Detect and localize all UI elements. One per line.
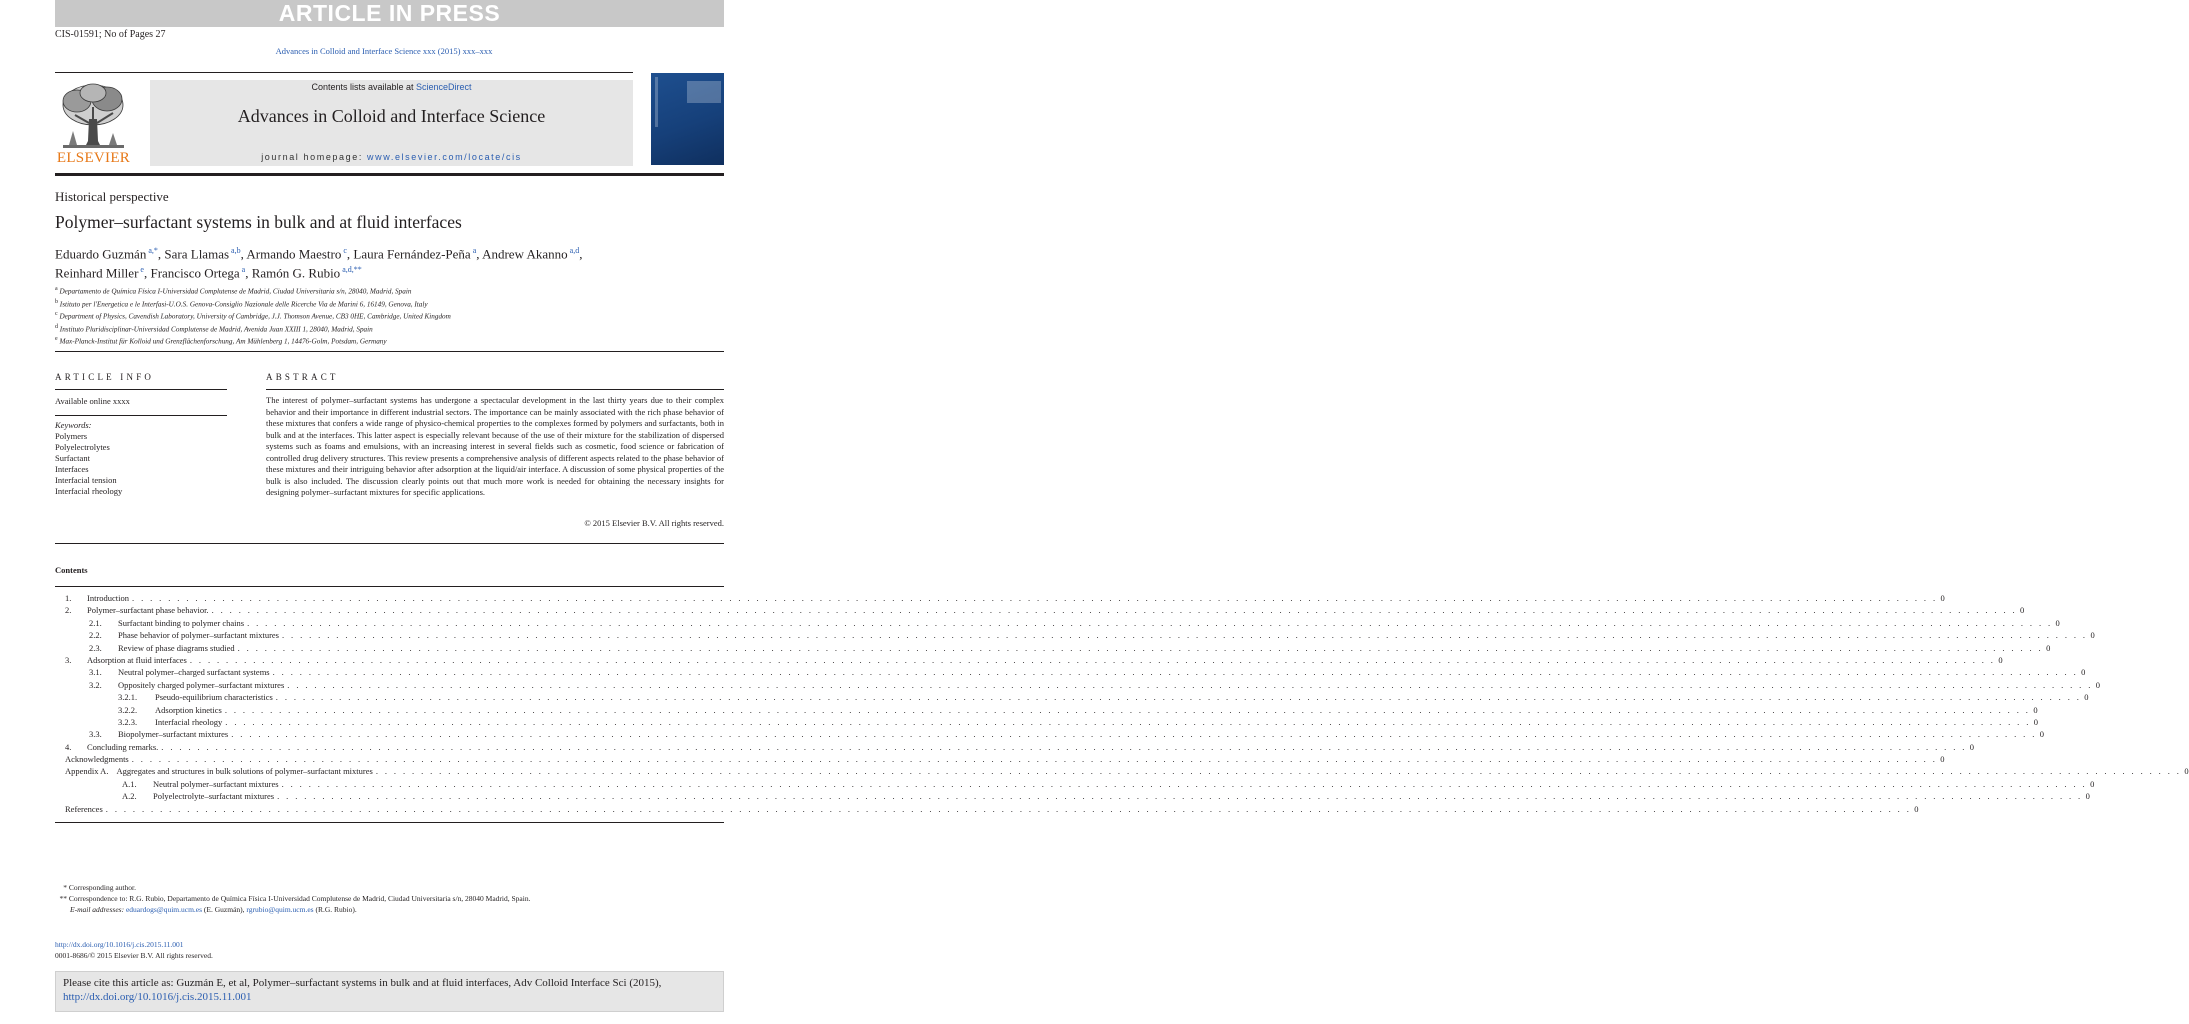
toc-entry-page: 0 (2184, 766, 2189, 777)
author-name: Ramón G. Rubio (251, 265, 341, 281)
toc-entry-label (55, 803, 106, 815)
toc-entry-label (55, 617, 247, 629)
article-title: Polymer–surfactant systems in bulk and at fluid interfaces (55, 212, 462, 232)
contents-prefix: Contents lists available at (311, 82, 417, 92)
author-name: Andrew Akanno (482, 246, 568, 262)
toc-entry-number: 2.2. (89, 630, 102, 641)
author-name: Armando Maestro (246, 246, 342, 262)
toc-leader-dots: . . . . . . . . . . . . . . . . . . . . . . . . . . . . . . . . . . . . . . . . . . . . . . . . . . . . . . . . . . . . . . . . . . . . . . . . . . . . . . . . . . . . . . . . . . . . . . . . . . . . . . . . . . . . . . . . . . . . . . . . . . . . . . . . . . . . . . . . . . . . . . . . . . . . . . . . . . . . . . . . . . . . . . . . . . . . . . . . . . . . . . . . . . . . . . . . . . . . . . . . (275, 692, 2082, 703)
toc-entry-label (55, 629, 282, 641)
toc-entry-label (55, 704, 225, 716)
affiliation-key: e (55, 336, 58, 343)
article-info-heading: ARTICLE INFO (55, 372, 155, 382)
toc-entry-page: 0 (2084, 692, 2089, 703)
author-name: Laura Fernández-Peña (353, 246, 471, 262)
homepage-prefix: journal homepage: (261, 152, 368, 162)
author-separator: , (157, 246, 165, 262)
keyword-item: Interfacial rheology (55, 486, 123, 496)
affiliation-text: Max-Planck-Institut für Kolloid und Grenzflächenforschung, Am Mühlenberg 1, 14476-Golm, Potsdam, Germany (57, 337, 387, 346)
correspondence-mark: ** (59, 894, 67, 903)
author-separator: , (240, 246, 247, 262)
header-top-rule (55, 72, 633, 73)
toc-leader-dots: . . . . . . . . . . . . . . . . . . . . . . . . . . . . . . . . . . . . . . . . . . . . . . . . . . . . . . . . . . . . . . . . . . . . . . . . . . . . . . . . . . . . . . . . . . . . . . . . . . . . . . . . . . . . . . . . . . . . . . . . . . . . . . . . . . . . . . . . . . . . . . . . . . . . . . . . . . . . . . . . . . . . . . . . . . . . . . . . . . . . . . . . . . . . . . . . . . . . . . . . (211, 605, 2018, 616)
citation-prefix: Please cite this article as: Guzmán E, et al, Polymer–surfactant systems in bulk and at fluid interfaces, Adv Colloid Interface Sci (2015), (63, 977, 662, 989)
toc-leader-dots: . . . . . . . . . . . . . . . . . . . . . . . . . . . . . . . . . . . . . . . . . . . . . . . . . . . . . . . . . . . . . . . . . . . . . . . . . . . . . . . . . . . . . . . . . . . . . . . . . . . . . . . . . . . . . . . . . . . . . . . . . . . . . . . . . . . . . . . . . . . . . . . . . . . . . . . . . . . . . . . . . . . . . . . . . . . . . . . . . . . . . . . . . . . . . . . . . . . . . . . . (277, 791, 2083, 802)
toc-entry-title: Polymer–surfactant phase behavior. (87, 605, 209, 616)
journal-cover-image (651, 73, 724, 165)
author-affiliation-marker[interactable]: a (470, 246, 477, 255)
email-link-guzman[interactable]: eduardogs@quim.ucm.es (125, 905, 203, 914)
keywords-label: Keywords: (55, 420, 92, 430)
toc-entry[interactable] (55, 642, 2051, 654)
toc-leader-dots: . . . . . . . . . . . . . . . . . . . . . . . . . . . . . . . . . . . . . . . . . . . . . . . . . . . . . . . . . . . . . . . . . . . . . . . . . . . . . . . . . . . . . . . . . . . . . . . . . . . . . . . . . . . . . . . . . . . . . . . . . . . . . . . . . . . . . . . . . . . . . . . . . . . . . . . . . . . . . . . . . . . . . . . . . . . . . . . . . . . . . . . . . . . . . . . . . . . . . . . . (131, 754, 1938, 765)
keyword-item: Interfacial tension (55, 475, 117, 485)
toc-entry-number: 3. (65, 654, 72, 665)
keywords-rule (55, 415, 227, 416)
toc-entry-label (55, 741, 161, 753)
toc-entry-page: 0 (2020, 605, 2025, 616)
toc-leader-dots: . . . . . . . . . . . . . . . . . . . . . . . . . . . . . . . . . . . . . . . . . . . . . . . . . . . . . . . . . . . . . . . . . . . . . . . . . . . . . . . . . . . . . . . . . . . . . . . . . . . . . . . . . . . . . . . . . . . . . . . . . . . . . . . . . . . . . . . . . . . . . . . . . . . . . . . . . . . . . . . . . . . . . . . . . . . . . . . . . . . . . . . . . . . . . . . . . . . . . . . . (161, 741, 1967, 752)
toc-entry-number: 3.2.2. (118, 704, 138, 715)
affiliation-text: Instituto Pluridisciplinar-Universidad Complutense de Madrid, Avenida Juan XXIII 1, 28040, Madrid, Spain (58, 325, 373, 334)
author-name: Francisco Ortega (150, 265, 240, 281)
author-affiliation-marker[interactable]: c (341, 246, 347, 255)
toc-entry[interactable] (55, 617, 2060, 629)
footnote-emails (55, 904, 530, 915)
doi-block (55, 940, 213, 961)
toc-entry-number: A.2. (122, 791, 137, 802)
contents-bottom-rule (55, 822, 724, 823)
citation-text (63, 977, 719, 1004)
toc-entry-page: 0 (1914, 803, 1919, 814)
toc-entry-page: 0 (2033, 704, 2038, 715)
affiliation-key: a (55, 286, 58, 292)
toc-entry-title: Neutral polymer–surfactant mixtures (153, 778, 279, 789)
keyword-item: Polyelectrolytes (55, 442, 110, 452)
article-id: CIS-01591; No of Pages 27 (55, 29, 166, 40)
toc-leader-dots: . . . . . . . . . . . . . . . . . . . . . . . . . . . . . . . . . . . . . . . . . . . . . . . . . . . . . . . . . . . . . . . . . . . . . . . . . . . . . . . . . . . . . . . . . . . . . . . . . . . . . . . . . . . . . . . . . . . . . . . . . . . . . . . . . . . . . . . . . . . . . . . . . . . . . . . . . . . . . . . . . . . . . . . . . . . . . . . . . . . . . . . . . . . . . . . . . . . . . . . . (132, 593, 1938, 603)
affiliation-item (55, 284, 451, 297)
toc-entry-title: Biopolymer–surfactant mixtures (118, 729, 229, 740)
corresponding-text: Corresponding author. (68, 883, 136, 892)
toc-leader-dots: . . . . . . . . . . . . . . . . . . . . . . . . . . . . . . . . . . . . . . . . . . . . . . . . . . . . . . . . . . . . . . . . . . . . . . . . . . . . . . . . . . . . . . . . . . . . . . . . . . . . . . . . . . . . . . . . . . . . . . . . . . . . . . . . . . . . . . . . . . . . . . . . . . . . . . . . . . . . . . . . . . . . . . . . . . . . . . . . . . . . . . . . . . . . . . . . . . . . . . . . (247, 617, 2053, 628)
toc-entry-page: 0 (1940, 754, 1945, 765)
toc-leader-dots: . . . . . . . . . . . . . . . . . . . . . . . . . . . . . . . . . . . . . . . . . . . . . . . . . . . . . . . . . . . . . . . . . . . . . . . . . . . . . . . . . . . . . . . . . . . . . . . . . . . . . . . . . . . . . . . . . . . . . . . . . . . . . . . . . . . . . . . . . . . . . . . . . . . . . . . . . . . . . . . . . . . . . . . . . . . . . . . . . . . . . . . . . . . . . . . . . . . . . . . . (281, 630, 2088, 641)
toc-entry[interactable] (55, 666, 2086, 678)
section-type: Historical perspective (55, 189, 169, 204)
toc-entry[interactable] (55, 629, 2095, 641)
toc-entry-label (55, 679, 287, 691)
toc-leader-dots: . . . . . . . . . . . . . . . . . . . . . . . . . . . . . . . . . . . . . . . . . . . . . . . . . . . . . . . . . . . . . . . . . . . . . . . . . . . . . . . . . . . . . . . . . . . . . . . . . . . . . . . . . . . . . . . . . . . . . . . . . . . . . . . . . . . . . . . . . . . . . . . . . . . . . . . . . . . . . . . . . . . . . . . . . . . . . . . . . . . . . . . . . . . . . . . . . . . . . . . . (281, 778, 2088, 789)
toc-entry[interactable] (55, 741, 1975, 753)
keyword-item: Interfaces (55, 464, 89, 474)
toc-entry-title: Adsorption kinetics (155, 704, 222, 715)
homepage-link[interactable]: www.elsevier.com/locate/cis (367, 152, 522, 162)
issn-line: 0001-8686/© 2015 Elsevier B.V. All rights reserved. (55, 950, 213, 960)
toc-entry-number: 3.2. (89, 679, 102, 690)
affiliation-item (55, 309, 451, 322)
author-list (55, 243, 724, 282)
toc-entry-title: Pseudo-equilibrium characteristics (155, 692, 273, 703)
toc-entry-number: 2.3. (89, 642, 102, 653)
contents-heading: Contents (55, 565, 88, 575)
toc-entry-number: 2.1. (89, 617, 102, 628)
toc-entry-page: 0 (2081, 667, 2086, 678)
contents-available-line (150, 82, 633, 92)
toc-entry-label (55, 691, 276, 703)
toc-entry-title: Neutral polymer–charged surfactant systems (118, 667, 270, 678)
toc-entry-page: 0 (2090, 778, 2095, 789)
author-separator: , (143, 265, 151, 281)
footnote-corresponding (55, 882, 530, 893)
abstract-heading: ABSTRACT (266, 372, 339, 382)
toc-entry-title: Oppositely charged polymer–surfactant mixtures (118, 679, 285, 690)
footnote-correspondence (55, 893, 530, 904)
toc-entry[interactable] (55, 604, 2025, 616)
affiliation-list (55, 284, 451, 347)
toc-entry-label (55, 790, 277, 802)
article-in-press-banner: ARTICLE IN PRESS (55, 0, 724, 27)
affiliation-text: Departamento de Química Física I-Universidad Complutense de Madrid, Ciudad Universitaria s/n, 28040, Madrid, Spain (57, 287, 412, 296)
email-link-rubio[interactable]: rgrubio@quim.ucm.es (246, 905, 314, 914)
toc-leader-dots: . . . . . . . . . . . . . . . . . . . . . . . . . . . . . . . . . . . . . . . . . . . . . . . . . . . . . . . . . . . . . . . . . . . . . . . . . . . . . . . . . . . . . . . . . . . . . . . . . . . . . . . . . . . . . . . . . . . . . . . . . . . . . . . . . . . . . . . . . . . . . . . . . . . . . . . . . . . . . . . . . . . . . . . . . . . . . . . . . . . . . . . . . . . . . . . . . . . . . . . . (231, 729, 2037, 740)
toc-entry[interactable] (55, 803, 1919, 815)
affiliation-item (55, 334, 451, 347)
toc-leader-dots: . . . . . . . . . . . . . . . . . . . . . . . . . . . . . . . . . . . . . . . . . . . . . . . . . . . . . . . . . . . . . . . . . . . . . . . . . . . . . . . . . . . . . . . . . . . . . . . . . . . . . . . . . . . . . . . . . . . . . . . . . . . . . . . . . . . . . . . . . . . . . . . . . . . . . . . . . . . . . . . . . . . . . . . . . . . . . . . . . . . . . . . . . . . . . . . . . . . . . . . . (287, 679, 2093, 690)
affiliation-key: d (55, 323, 58, 330)
toc-entry-number: 4. (65, 741, 72, 752)
toc-entry-title: Interfacial rheology (155, 716, 223, 727)
toc-entry-page: 0 (1940, 593, 1945, 603)
toc-entry-title: Polyelectrolyte–surfactant mixtures (153, 791, 275, 802)
toc-leader-dots: . . . . . . . . . . . . . . . . . . . . . . . . . . . . . . . . . . . . . . . . . . . . . . . . . . . . . . . . . . . . . . . . . . . . . . . . . . . . . . . . . . . . . . . . . . . . . . . . . . . . . . . . . . . . . . . . . . . . . . . . . . . . . . . . . . . . . . . . . . . . . . . . . . . . . . . . . . . . . . . . . . . . . . . . . . . . . . . . . . . . . . . . . . . . . . . . . . . . . . . . (237, 642, 2044, 653)
toc-entry[interactable] (55, 728, 2044, 740)
affiliation-item (55, 297, 451, 310)
toc-entry-page: 0 (2046, 642, 2051, 653)
toc-entry-label (55, 604, 212, 616)
journal-name: Advances in Colloid and Interface Science (237, 106, 546, 126)
toc-entry-label (55, 728, 231, 740)
affiliation-text: Department of Physics, Cavendish Laboratory, University of Cambridge, J.J. Thomson Avenue, CB3 0HE, Cambridge, United Kingdom (57, 312, 451, 321)
email-label: E-mail addresses: (70, 905, 125, 914)
section-rule (55, 351, 724, 352)
toc-entry[interactable] (55, 716, 2038, 728)
table-of-contents (55, 592, 2189, 815)
citation-doi-link[interactable]: http://dx.doi.org/10.1016/j.cis.2015.11.001 (63, 990, 252, 1003)
author-affiliation-marker[interactable]: a,d,** (340, 265, 362, 275)
toc-entry-title: Aggregates and structures in bulk solutions of polymer–surfactant mixtures (116, 766, 373, 777)
toc-entry-page: 0 (2055, 617, 2060, 628)
toc-entry-number: 1. (65, 593, 72, 603)
toc-entry[interactable] (55, 679, 2100, 691)
toc-entry[interactable] (55, 654, 2003, 666)
toc-entry-page: 0 (2033, 716, 2038, 727)
toc-entry[interactable] (55, 704, 2038, 716)
correspondence-text: Correspondence to: R.G. Rubio, Departamento de Química Física I-Universidad Complutense de Madrid, Ciudad Universitaria s/n, 28040 Madrid, Spain. (68, 894, 531, 903)
toc-entry-number: 3.3. (89, 729, 102, 740)
author-separator: , (579, 246, 583, 262)
toc-entry-number: A.1. (122, 778, 137, 789)
footnotes (55, 882, 530, 915)
toc-entry-title: Surfactant binding to polymer chains (118, 617, 245, 628)
toc-entry-label (55, 592, 132, 604)
toc-entry-number: 3.2.1. (118, 692, 138, 703)
toc-entry[interactable] (55, 765, 2189, 777)
toc-entry-label (55, 765, 376, 777)
toc-leader-dots: . . . . . . . . . . . . . . . . . . . . . . . . . . . . . . . . . . . . . . . . . . . . . . . . . . . . . . . . . . . . . . . . . . . . . . . . . . . . . . . . . . . . . . . . . . . . . . . . . . . . . . . . . . . . . . . . . . . . . . . . . . . . . . . . . . . . . . . . . . . . . . . . . . . . . . . . . . . . . . . . . . . . . . . . . . . . . . . . . . . . . . . . . . . . . . . . . . . . . . . . (272, 667, 2079, 678)
email2-name: (R.G. Rubio). (315, 905, 357, 914)
affiliation-text: Istituto per l'Energetica e le Interfasi-U.O.S. Genova-Consiglio Nazionale delle Ricerche Via de Marini 6, 16149, Genova, Italy (58, 299, 428, 308)
journal-homepage-line (150, 152, 633, 162)
toc-entry-label (55, 716, 225, 728)
toc-entry-number: 3.2.3. (118, 716, 138, 727)
toc-entry[interactable] (55, 790, 2090, 802)
article-info-rule (55, 389, 227, 390)
abstract-copyright: © 2015 Elsevier B.V. All rights reserved. (584, 518, 724, 528)
keywords-list (55, 431, 122, 497)
toc-entry-title: Review of phase diagrams studied (118, 642, 235, 653)
publisher-name: ELSEVIER (56, 150, 131, 166)
author-affiliation-marker[interactable]: e (138, 265, 144, 275)
keyword-item: Surfactant (55, 453, 90, 463)
corresponding-mark: * (63, 883, 67, 892)
toc-entry-label (55, 753, 132, 765)
toc-entry-label (55, 654, 190, 666)
doi-link[interactable]: http://dx.doi.org/10.1016/j.cis.2015.11.001 (55, 940, 184, 949)
toc-leader-dots: . . . . . . . . . . . . . . . . . . . . . . . . . . . . . . . . . . . . . . . . . . . . . . . . . . . . . . . . . . . . . . . . . . . . . . . . . . . . . . . . . . . . . . . . . . . . . . . . . . . . . . . . . . . . . . . . . . . . . . . . . . . . . . . . . . . . . . . . . . . . . . . . . . . . . . . . . . . . . . . . . . . . . . . . . . . . . . . . . . . . . . . . . . . . . . . . . . . . . . . . (225, 716, 2031, 727)
sciencedirect-link[interactable]: ScienceDirect (416, 82, 472, 92)
journal-citation-line[interactable]: Advances in Colloid and Interface Science xxx (2015) xxx–xxx (275, 46, 493, 56)
toc-entry-page: 0 (1998, 654, 2003, 665)
toc-entry-label (55, 778, 282, 790)
author-name: Reinhard Miller (55, 265, 139, 281)
author-name: Eduardo Guzmán (55, 246, 147, 262)
author-separator: , (476, 246, 483, 262)
author-affiliation-marker[interactable]: a,b (229, 246, 241, 255)
toc-entry-page: 0 (2039, 729, 2044, 740)
toc-entry-page: 0 (2085, 791, 2090, 802)
author-name: Sara Llamas (164, 246, 230, 262)
toc-entry-title: Acknowledgments (65, 754, 129, 765)
toc-entry-number: 2. (65, 605, 72, 616)
toc-entry-number: 3.1. (89, 667, 102, 678)
author-separator: , (245, 265, 252, 281)
affiliation-key: c (55, 311, 58, 318)
abstract-text: The interest of polymer–surfactant systems has undergone a spectacular development in the last thirty years due to their complex behavior and their importance in different industrial sectors. The importance can be mainly associated with the rich phase behavior of these mixtures that confers a wide range of physico-chemical properties to the complexes formed by polymers and surfactants, both in bulk and at the interfaces. This latter aspect is especially relevant because of the use of their mixture for the stabilization of dispersed systems such as foams and emulsions, with an increasing interest in several fields such as cosmetic, food science or fabrication of controlled drug delivery structures. This review presents a comprehensive analysis of different aspects related to the phase behavior of these mixtures and their intriguing behavior after adsorption at the liquid/air interface. A discussion of some physical properties of the bulk is also included. The discussion clearly points out that much more work is needed for obtaining the necessary insights for designing polymer–surfactant mixtures for specific applications. (266, 395, 724, 497)
toc-entry-page: 0 (2090, 630, 2095, 641)
toc-leader-dots: . . . . . . . . . . . . . . . . . . . . . . . . . . . . . . . . . . . . . . . . . . . . . . . . . . . . . . . . . . . . . . . . . . . . . . . . . . . . . . . . . . . . . . . . . . . . . . . . . . . . . . . . . . . . . . . . . . . . . . . . . . . . . . . . . . . . . . . . . . . . . . . . . . . . . . . . . . . . . . . . . . . . . . . . . . . . . . . . . . . . . . . . . . . . . . . . . . . . . . . . (189, 654, 1996, 665)
section-rule-2 (55, 543, 724, 544)
toc-entry[interactable] (55, 592, 1945, 604)
toc-entry-number: Appendix A. (65, 766, 109, 777)
keyword-item: Polymers (55, 431, 88, 441)
toc-entry[interactable] (55, 753, 1945, 765)
toc-entry-label (55, 642, 238, 654)
author-affiliation-marker[interactable]: a (239, 265, 246, 275)
affiliation-key: b (55, 298, 58, 305)
author-separator: , (346, 246, 354, 262)
toc-entry-page: 0 (1969, 741, 1975, 752)
affiliation-item (55, 322, 451, 335)
toc-entry-title: Introduction (87, 593, 130, 603)
author-affiliation-marker[interactable]: a,* (146, 246, 158, 255)
header-thick-rule (55, 173, 724, 176)
toc-entry-title: Phase behavior of polymer–surfactant mixtures (118, 630, 279, 641)
toc-entry[interactable] (55, 778, 2095, 790)
author-affiliation-marker[interactable]: a,d (567, 246, 580, 255)
toc-leader-dots: . . . . . . . . . . . . . . . . . . . . . . . . . . . . . . . . . . . . . . . . . . . . . . . . . . . . . . . . . . . . . . . . . . . . . . . . . . . . . . . . . . . . . . . . . . . . . . . . . . . . . . . . . . . . . . . . . . . . . . . . . . . . . . . . . . . . . . . . . . . . . . . . . . . . . . . . . . . . . . . . . . . . . . . . . . . . . . . . . . . . . . . . . . . . . . . . . . . . . . . . (105, 803, 1912, 814)
toc-entry-page: 0 (2095, 679, 2100, 690)
available-online: Available online xxxx (55, 396, 130, 406)
abstract-rule (266, 389, 724, 390)
toc-entry[interactable] (55, 691, 2089, 703)
email1-name: (E. Guzmán), (203, 905, 245, 914)
toc-entry-title: References (65, 803, 103, 814)
toc-entry-label (55, 666, 273, 678)
toc-entry-title: Concluding remarks. (87, 741, 159, 752)
toc-entry-title: Adsorption at fluid interfaces (87, 654, 187, 665)
contents-top-rule (55, 586, 724, 587)
toc-leader-dots: . . . . . . . . . . . . . . . . . . . . . . . . . . . . . . . . . . . . . . . . . . . . . . . . . . . . . . . . . . . . . . . . . . . . . . . . . . . . . . . . . . . . . . . . . . . . . . . . . . . . . . . . . . . . . . . . . . . . . . . . . . . . . . . . . . . . . . . . . . . . . . . . . . . . . . . . . . . . . . . . . . . . . . . . . . . . . . . . . . . . . . . . . . . . . . . . . . . . . . . . (224, 704, 2031, 715)
toc-leader-dots: . . . . . . . . . . . . . . . . . . . . . . . . . . . . . . . . . . . . . . . . . . . . . . . . . . . . . . . . . . . . . . . . . . . . . . . . . . . . . . . . . . . . . . . . . . . . . . . . . . . . . . . . . . . . . . . . . . . . . . . . . . . . . . . . . . . . . . . . . . . . . . . . . . . . . . . . . . . . . . . . . . . . . . . . . . . . . . . . . . . . . . . . . . . . . . . . . . . . . . . . (375, 766, 2182, 777)
